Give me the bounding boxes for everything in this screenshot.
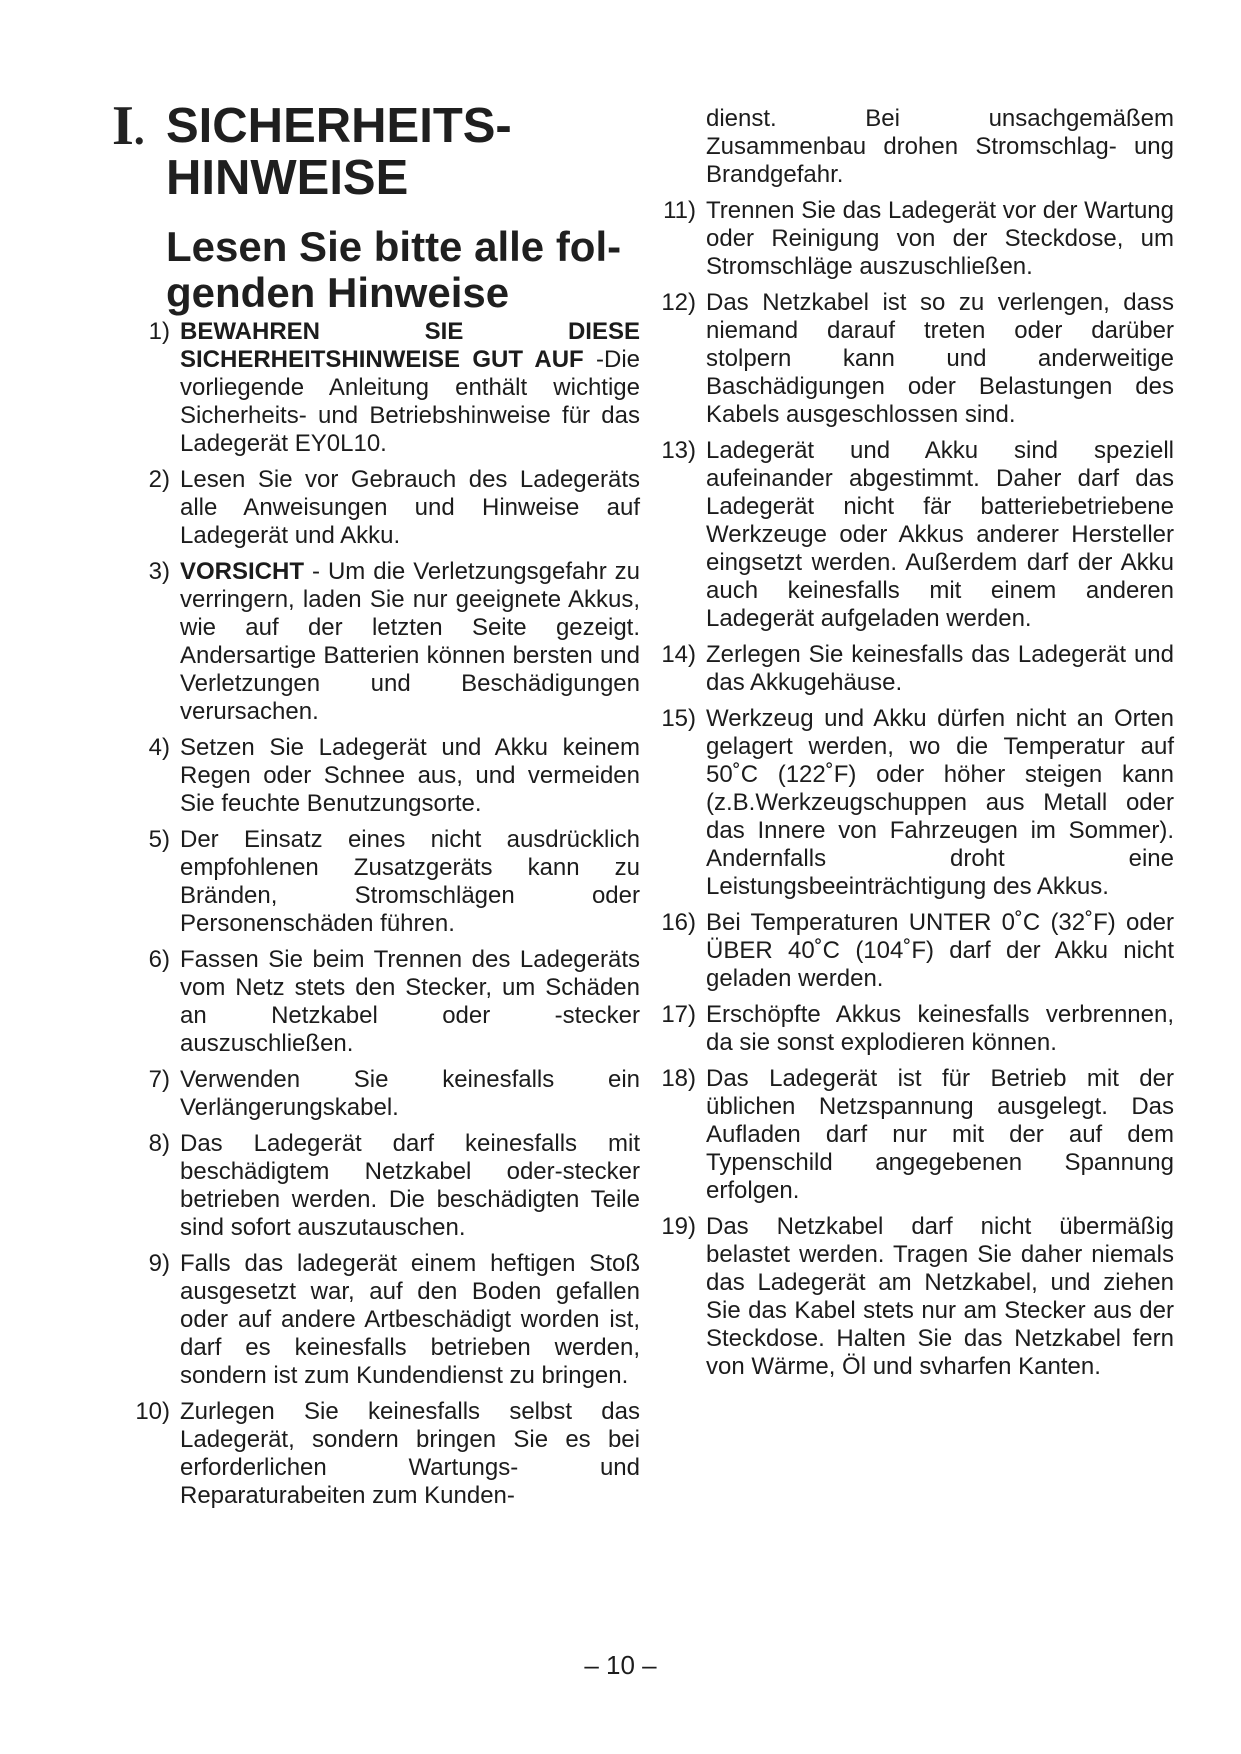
list-item-10 [128, 1398, 640, 1510]
item-text: Das Ladegerät darf keinesfalls mit beschädigtem Netzkabel oder-stecker betrieben werden. Die beschädigten Teile sind sofort auszutauschen. [180, 1130, 640, 1241]
item-number: 2) [148, 466, 170, 493]
item-text: Zerlegen Sie keinesfalls das Ladegerät und das Akkugehäuse. [706, 641, 1174, 696]
item-number: 16) [661, 909, 696, 936]
list-item-4 [128, 734, 640, 818]
item-text: Werkzeug und Akku dürfen nicht an Orten gelagert werden, wo die Temperatur auf 50˚C (122˚F) oder höher steigen kann (z.B.Werkzeugschuppen aus Metall oder das Innere von Fahrzeugen im Sommer). Andernfalls droht eine Leistungsbeeinträchtigung des Akkus. [706, 705, 1174, 900]
page-number: – 10 – [584, 1650, 657, 1680]
item-number: 8) [148, 1130, 170, 1157]
item-number: 1) [148, 318, 170, 345]
list-item-13 [654, 437, 1174, 633]
item-text: Das Netzkabel darf nicht übermäßig belastet werden. Tragen Sie daher niemals das Ladegerät am Netzkabel, und ziehen Sie das Kabel stets nur am Stecker aus der Steckdose. Halten Sie das Netzkabel fern von Wärme, Öl und svharfen Kanten. [706, 1213, 1174, 1380]
item-10-continuation: dienst. Bei unsachgemäßem Zusammenbau drohen Stromschlag- ung Brandgefahr. [706, 105, 1174, 188]
item-number: 9) [148, 1250, 170, 1277]
item-number: 5) [148, 826, 170, 853]
list-item-16 [654, 909, 1174, 993]
left-column [128, 318, 640, 1518]
item-number: 4) [148, 734, 170, 761]
item-text: Setzen Sie Ladegerät und Akku keinem Regen oder Schnee aus, und vermeiden Sie feuchte Benutzungsorte. [180, 734, 640, 817]
list-item-14 [654, 641, 1174, 697]
section-subtitle [166, 224, 672, 316]
list-item-8 [128, 1130, 640, 1242]
list-item-1 [128, 318, 640, 458]
list-item-11 [654, 197, 1174, 281]
item-text: Der Einsatz eines nicht ausdrücklich empfohlenen Zusatzgeräts kann zu Bränden, Stromschlägen oder Personenschäden führen. [180, 826, 640, 937]
list-item-6 [128, 946, 640, 1058]
item-number: 11) [663, 197, 696, 224]
list-item-17 [654, 1001, 1174, 1057]
item-text: Das Netzkabel ist so zu verlengen, dass niemand darauf treten oder darüber stolpern kann und anderweitige Baschädigungen oder Belastungen des Kabels ausgeschlossen sind. [706, 289, 1174, 428]
item-text: Trennen Sie das Ladegerät vor der Wartung oder Reinigung von der Steckdose, um Stromschläge auszuschließen. [706, 197, 1174, 280]
item-number: 10) [135, 1398, 170, 1425]
item-text: Ladegerät und Akku sind speziell aufeinander abgestimmt. Daher darf das Ladegerät nicht fär batteriebetriebene Werkzeuge oder Akkus anderer Hersteller eingsetzt werden. Außerdem darf der Akku auch keinesfalls mit einem anderen Ladegerät aufgeladen werden. [706, 437, 1174, 632]
section-title-line2: HINWEISE [166, 151, 409, 205]
item-text: VORSICHT - Um die Verletzungsgefahr zu verringern, laden Sie nur geeignete Akkus, wie auf der letzten Seite gezeigt. Andersartige Batterien können bersten und Verletzungen und Beschädigungen verursachen. [180, 558, 640, 725]
section-subtitle-line2: genden Hinweise [166, 269, 510, 316]
item-text: Erschöpfte Akkus keinesfalls verbrennen, da sie sonst explodieren können. [706, 1001, 1174, 1056]
list-item-9 [128, 1250, 640, 1390]
item-text: Bei Temperaturen UNTER 0˚C (32˚F) oder ÜBER 40˚C (104˚F) darf der Akku nicht geladen werden. [706, 909, 1174, 992]
item-number: 12) [661, 289, 696, 316]
list-item-18 [654, 1065, 1174, 1205]
item-number: 7) [148, 1066, 170, 1093]
list-item-15 [654, 705, 1174, 901]
item-text: Das Ladegerät ist für Betrieb mit der üblichen Netzspannung ausgelegt. Das Aufladen darf nur mit der auf dem Typenschild angegebenen Spannung erfolgen. [706, 1065, 1174, 1204]
list-item-7 [128, 1066, 640, 1122]
item-number: 17) [661, 1001, 696, 1028]
section-title-line1: SICHERHEITS- [166, 99, 512, 153]
item-number: 13) [661, 437, 696, 464]
roman-numeral: I. [112, 95, 145, 157]
section-subtitle-line1: Lesen Sie bitte alle fol- [166, 223, 622, 270]
list-item-5 [128, 826, 640, 938]
item-number: 3) [148, 558, 170, 585]
item-text: Falls das ladegerät einem heftigen Stoß ausgesetzt war, auf den Boden gefallen oder auf andere Artbeschädigt worden ist, darf es keinesfalls betrieben werden, sondern ist zum Kundendienst zu bringen. [180, 1250, 640, 1389]
section-title [166, 100, 672, 204]
item-text: Verwenden Sie keinesfalls ein Verlängerungskabel. [180, 1066, 640, 1121]
list-item-12 [654, 289, 1174, 429]
list-item-3 [128, 558, 640, 726]
right-column [654, 105, 1174, 1389]
item-number: 19) [661, 1213, 696, 1240]
item-text: Fassen Sie beim Trennen des Ladegeräts vom Netz stets den Stecker, um Schäden an Netzkabel oder -stecker auszuschließen. [180, 946, 640, 1057]
item-text: BEWAHREN SIE DIESE SICHERHEITSHINWEISE GUT AUF -Die vorliegende Anleitung enthält wichtige Sicherheits- und Betriebshinweise für das Ladegerät EY0L10. [180, 318, 640, 457]
item-number: 6) [148, 946, 170, 973]
item-text: Lesen Sie vor Gebrauch des Ladegeräts alle Anweisungen und Hinweise auf Ladegerät und Akku. [180, 466, 640, 549]
list-item-2 [128, 466, 640, 550]
section-heading [112, 95, 672, 316]
item-number: 14) [661, 641, 696, 668]
item-number: 15) [661, 705, 696, 732]
list-item-19 [654, 1213, 1174, 1381]
item-number: 18) [661, 1065, 696, 1092]
item-text: Zurlegen Sie keinesfalls selbst das Ladegerät, sondern bringen Sie es bei erforderlichen Wartungs- und Reparaturabeiten zum Kunden- [180, 1398, 640, 1509]
